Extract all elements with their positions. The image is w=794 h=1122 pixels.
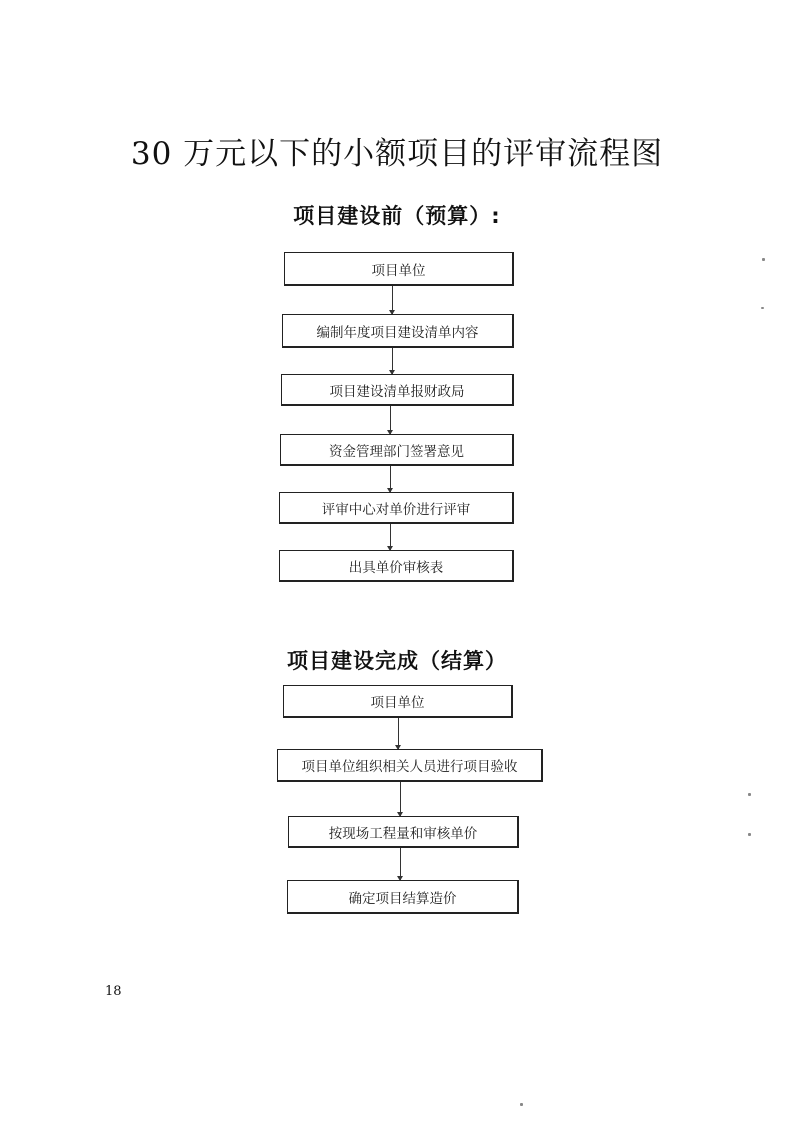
flow-step-budget-2: 编制年度项目建设清单内容 [282, 314, 514, 348]
flow-arrow [390, 406, 391, 434]
scan-speck [762, 258, 765, 261]
flow-arrow [392, 286, 393, 314]
page-number: 18 [105, 984, 122, 999]
flow-step-settlement-1: 项目单位 [283, 685, 513, 718]
flow-arrow [400, 848, 401, 880]
flow-arrow [392, 348, 393, 374]
scan-speck [761, 307, 764, 309]
flow-arrow [390, 466, 391, 492]
flow-step-budget-6: 出具单价审核表 [279, 550, 514, 582]
scan-speck [748, 793, 751, 796]
flow-step-budget-5: 评审中心对单价进行评审 [279, 492, 514, 524]
flow-step-settlement-2: 项目单位组织相关人员进行项目验收 [277, 749, 543, 782]
section-title-settlement: 项目建设完成（结算） [287, 649, 507, 673]
flow-arrow [400, 782, 401, 816]
flow-step-budget-3: 项目建设清单报财政局 [281, 374, 514, 406]
section-title-budget: 项目建设前（预算）: [293, 204, 501, 228]
flow-step-budget-4: 资金管理部门签署意见 [280, 434, 514, 466]
flow-arrow [390, 524, 391, 550]
flow-step-budget-1: 项目单位 [284, 252, 514, 286]
scan-speck [748, 833, 751, 836]
flow-arrow [398, 718, 399, 749]
flow-step-settlement-4: 确定项目结算造价 [287, 880, 519, 914]
scan-speck [520, 1103, 523, 1106]
flow-step-settlement-3: 按现场工程量和审核单价 [288, 816, 519, 848]
page-title: 30 万元以下的小额项目的评审流程图 [130, 136, 664, 172]
